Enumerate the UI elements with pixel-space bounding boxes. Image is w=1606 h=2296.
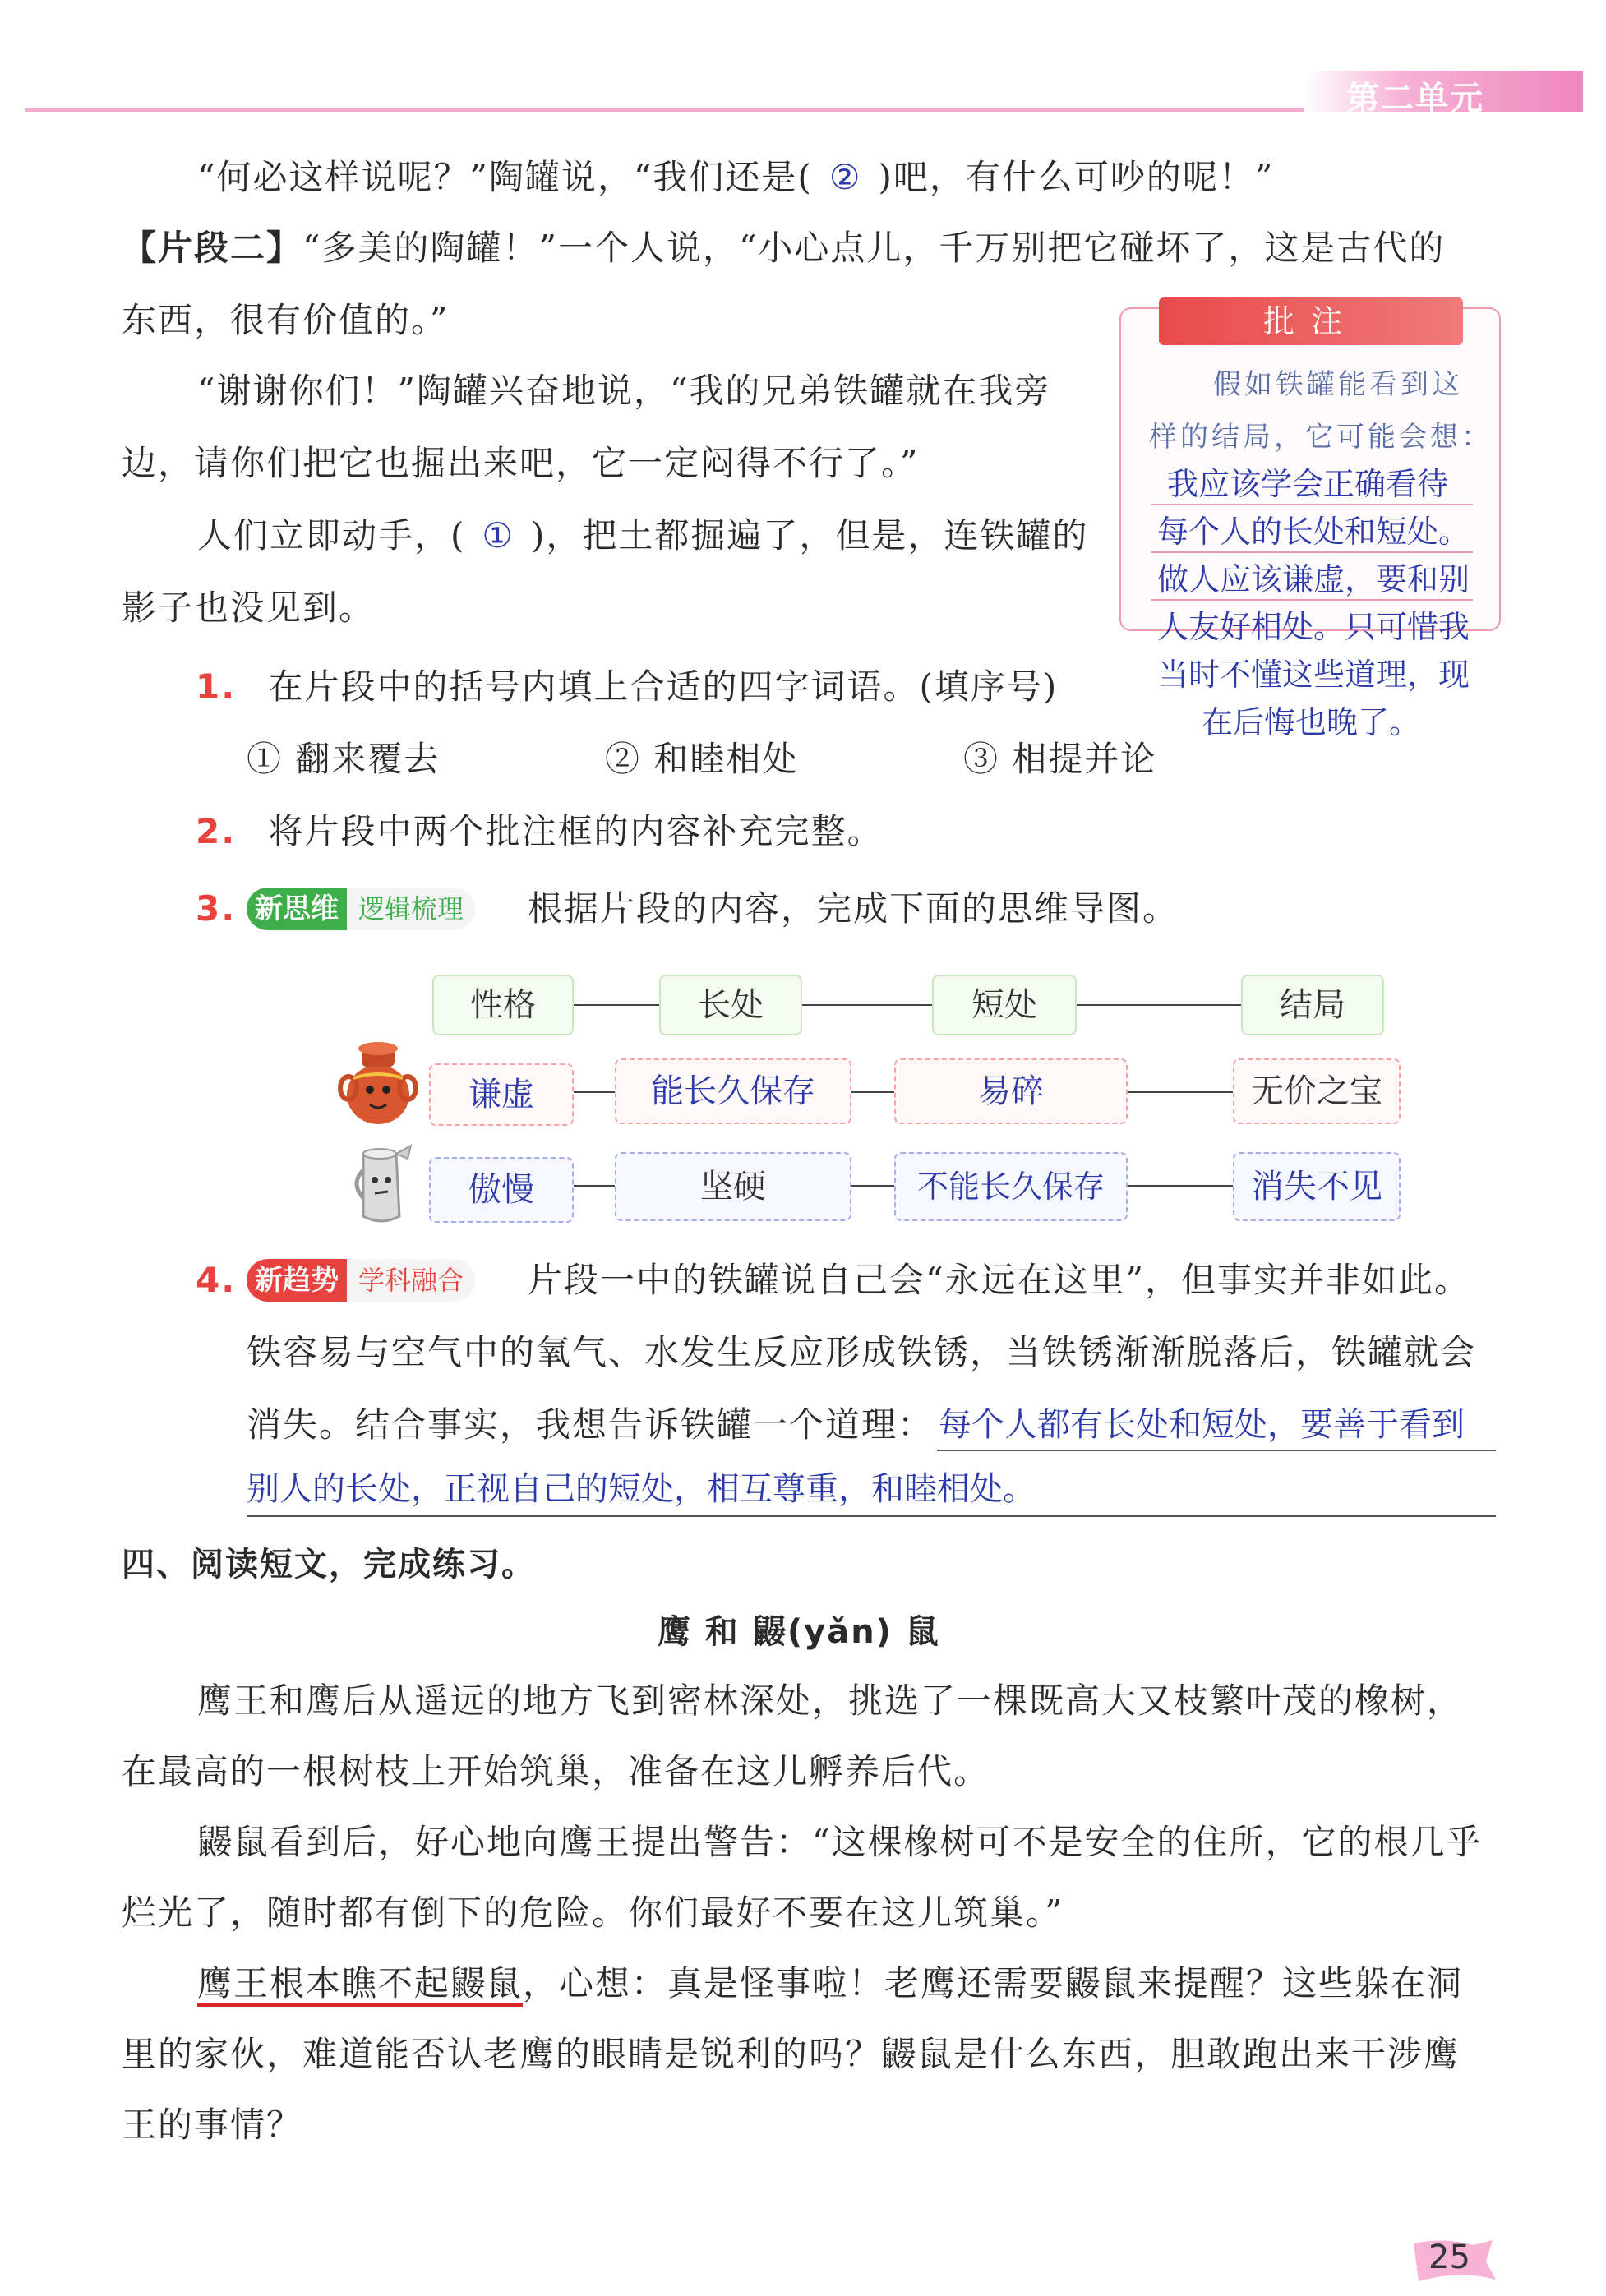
question-4-answer-2: 别人的长处，正视自己的短处，相互尊重，和睦相处。 [247,1470,1036,1508]
mindmap-ironjar-strength: 坚硬 [615,1152,851,1221]
unit-label: 第二单元 [1346,80,1484,118]
question-1: 1. 在片段中的括号内填上合适的四字词语。(填序号) [196,666,1059,707]
annotation-prompt-1: 假如铁罐能看到这 [1213,368,1463,401]
section-4-heading: 四、阅读短文，完成练习。 [122,1546,536,1584]
article-p3-line-3: 王的事情？ [122,2105,303,2145]
annotation-prompt-2: 样的结局，它可能会想： [1149,421,1493,454]
blank-answer-2: ② [828,157,862,197]
q1-option-3: ③ 相提并论 [963,739,1157,779]
excerpt-line-4: “谢谢你们！”陶罐兴奋地说，“我的兄弟铁罐就在我旁 [197,371,1051,411]
mindmap-clayjar-strength: 能长久保存 [615,1058,851,1124]
excerpt-line-2: 【片段二】“多美的陶罐！”一个人说，“小心点儿，千万别把它碰坏了，这是古代的 [122,228,1446,268]
question-4-answer-1: 每个人都有长处和短处，要善于看到 [939,1406,1465,1444]
iron-jar-icon [345,1137,419,1228]
article-p2-line-2: 烂光了，随时都有倒下的危险。你们最好不要在这儿筑巢。” [122,1893,1064,1933]
mindmap-header-strength: 长处 [659,975,802,1035]
annotation-answer-4: 人友好相处。只可惜我 [1157,609,1470,645]
mindmap-ironjar-personality: 傲慢 [429,1157,574,1223]
underlined-sentence: 鹰王根本瞧不起鼹鼠 [197,1963,523,2007]
excerpt-label: 【片段二】 [122,228,303,268]
article-p2-line-1: 鼹鼠看到后，好心地向鹰王提出警告：“这棵橡树可不是安全的住所，它的根几乎 [197,1822,1483,1862]
question-2: 2. 将片段中两个批注框的内容补充完整。 [196,811,884,851]
excerpt-line-1: “何必这样说呢？”陶罐说，“我们还是( ② )吧，有什么可吵的呢！” [197,157,1275,197]
excerpt-line-3: 东西，很有价值的。” [122,300,450,340]
excerpt-line-6: 人们立即动手，( ① )，把土都掘遍了，但是，连铁罐的 [197,515,1089,556]
article-p1-line-2: 在最高的一根树枝上开始筑巢，准备在这儿孵养后代。 [122,1751,990,1791]
unit-tag [1304,71,1583,118]
excerpt-line-7: 影子也没见到。 [122,588,376,628]
mindmap-clayjar-ending: 无价之宝 [1233,1058,1401,1124]
page-number: 25 [1428,2238,1470,2276]
article-title: 鹰 和 鼹(yǎn) 鼠 [658,1613,940,1651]
annotation-title: 批注 [1159,297,1463,345]
question-3-number: 3. [196,888,237,929]
article-p1-line-1: 鹰王和鹰后从遥远的地方飞到密林深处，挑选了一棵既高大又枝繁叶茂的橡树， [197,1681,1464,1721]
mindmap-header-ending: 结局 [1241,975,1384,1035]
badge-new-trend: 新趋势 学科融合 [247,1259,475,1302]
excerpt-line-5: 边，请你们把它也掘出来吧，它一定闷得不行了。” [122,443,920,483]
annotation-answer-3: 做人应该谦虚，要和别 [1157,561,1470,597]
question-4-number: 4. [196,1260,237,1300]
q1-option-2: ② 和睦相处 [605,739,799,779]
badge-new-thinking: 新思维 逻辑梳理 [247,888,475,930]
mindmap-header-personality: 性格 [432,975,574,1035]
annotation-answer-2: 每个人的长处和短处。 [1157,514,1470,550]
article-p3-line-1: 鹰王根本瞧不起鼹鼠，心想：真是怪事啦！老鹰还需要鼹鼠来提醒？这些躲在洞 [197,1961,1463,2007]
mindmap-clayjar-personality: 谦虚 [429,1063,574,1126]
clay-jar-icon [337,1037,419,1129]
article-p3-line-2: 里的家伙，难道能否认老鹰的眼睛是锐利的吗？鼹鼠是什么东西，胆敢跑出来干涉鹰 [122,2034,1461,2074]
question-4-line-2: 铁容易与空气中的氧气、水发生反应形成铁锈，当铁锈渐渐脱落后，铁罐就会 [247,1332,1477,1372]
mindmap-ironjar-weakness: 不能长久保存 [894,1152,1128,1221]
q1-option-1: ① 翻来覆去 [247,739,441,779]
annotation-answer-6: 在后悔也晚了。 [1202,704,1421,740]
question-4-line-1: 片段一中的铁罐说自己会“永远在这里”，但事实并非如此。 [528,1260,1470,1300]
question-3-text: 根据片段的内容，完成下面的思维导图。 [528,888,1179,929]
blank-answer-1: ① [482,515,515,556]
question-4-line-3: 消失。结合事实，我想告诉铁罐一个道理： [247,1404,935,1445]
mindmap-ironjar-ending: 消失不见 [1233,1152,1401,1221]
mindmap-header-weakness: 短处 [932,975,1077,1035]
annotation-answer-1: 我应该学会正确看待 [1167,466,1449,502]
mindmap-clayjar-weakness: 易碎 [894,1058,1128,1124]
annotation-answer-5: 当时不懂这些道理，现 [1157,657,1470,693]
